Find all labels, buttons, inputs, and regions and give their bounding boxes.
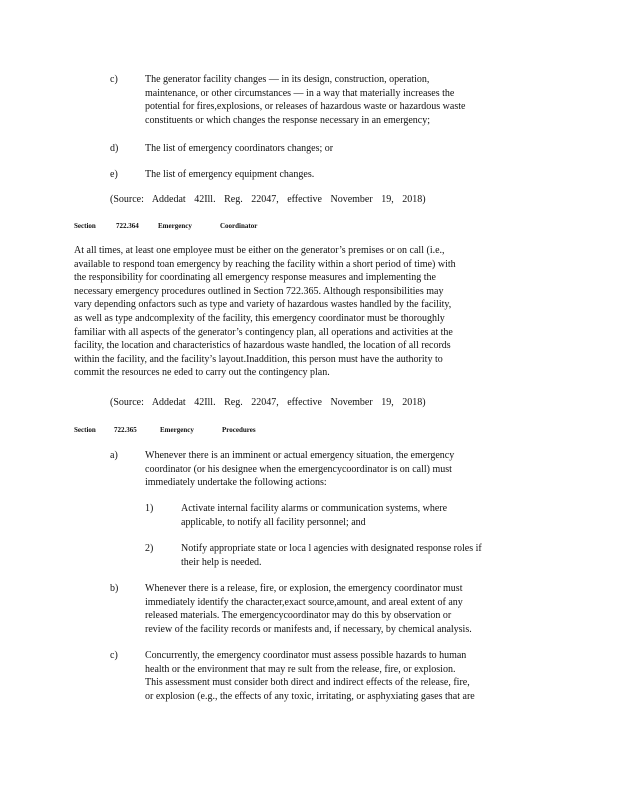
item-label-c: c) — [110, 74, 118, 85]
item-text-d — [145, 142, 525, 156]
text-line: The generator facility changes — in its design, construction, operation, — [145, 74, 430, 85]
text-line: health or the environment that may re sult from the release, fire, or explosion. — [145, 663, 456, 675]
item-text-b — [145, 582, 535, 636]
text-line: familiar with all aspects of the generator’s contingency plan, all operations and activities at the — [74, 326, 453, 338]
item-label-e: e) — [110, 169, 118, 180]
text-line: or explosion (e.g., the effects of any toxic, irritating, or asphyxiating gases that are — [145, 690, 475, 702]
item-label-d: d) — [110, 143, 119, 154]
section-title-word: Procedures — [222, 426, 256, 434]
text-line: Activate internal facility alarms or communication systems, where — [181, 503, 448, 514]
text-line: Concurrently, the emergency coordinator must assess possible hazards to human — [145, 650, 467, 661]
section-title-word: Coordinator — [220, 222, 258, 230]
source-citation-1: (Source: Addedat 42Ill. Reg. 22047, effective November 19, 2018) — [110, 194, 426, 205]
text-line: potential for fires,explosions, or releases of hazardous waste or hazardous waste — [145, 101, 466, 113]
text-line: available to respond toan emergency by reaching the facility within a short period of time) with — [74, 258, 456, 270]
item-label-b: b) — [110, 583, 119, 594]
source-citation-2: (Source: Addedat 42Ill. Reg. 22047, effective November 19, 2018) — [110, 397, 426, 408]
section-word: Section — [74, 426, 96, 434]
text-line: the responsibility for coordinating all emergency response measures and implementing the — [74, 272, 436, 284]
text-line: necessary emergency procedures outlined in Section 722.365. Although responsibilities may — [74, 285, 444, 297]
item-text-e — [145, 168, 525, 182]
text-line: as well as type andcomplexity of the facility, this emergency coordinator must be thoroughly — [74, 312, 445, 324]
text-line: review of the facility records or manifests and, if necessary, by chemical analysis. — [145, 623, 472, 635]
section-word: Section — [74, 222, 96, 230]
subitem-text-1 — [181, 502, 531, 529]
text-line: immediately identify the character,exact source,amount, and areal extent of any — [145, 596, 463, 608]
item-text-c2 — [145, 649, 540, 703]
text-line: constituents or which changes the response necessary in an emergency; — [145, 114, 430, 126]
section-number: 722.365 — [114, 426, 137, 434]
section-title-word: Emergency — [160, 426, 194, 434]
subitem-label-1: 1) — [145, 503, 154, 514]
text-line: At all times, at least one employee must be either on the generator’s premises or on call (i.e., — [74, 245, 445, 256]
section-title-word: Emergency — [158, 222, 192, 230]
text-line: within the facility, and the facility’s layout.Inaddition, this person must have the authority to — [74, 353, 443, 365]
section-number: 722.364 — [116, 222, 139, 230]
text-line: The list of emergency equipment changes. — [145, 169, 315, 180]
item-text-a — [145, 449, 525, 490]
text-line: The list of emergency coordinators changes; or — [145, 143, 334, 154]
item-label-c2: c) — [110, 650, 118, 661]
text-line: maintenance, or other circumstances — in a way that materially increases the — [145, 87, 455, 99]
item-text-c — [145, 73, 525, 127]
item-label-a: a) — [110, 450, 118, 461]
text-line: coordinator (or his designee when the emergencycoordinator is on call) must — [145, 463, 452, 475]
subitem-text-2 — [181, 542, 541, 569]
text-line: Whenever there is a release, fire, or explosion, the emergency coordinator must — [145, 583, 463, 594]
text-line: This assessment must consider both direct and indirect effects of the release, fire, — [145, 677, 470, 689]
text-line: Notify appropriate state or loca l agencies with designated response roles if — [181, 543, 482, 554]
subitem-label-2: 2) — [145, 543, 154, 554]
section-364-paragraph — [74, 244, 530, 380]
text-line: vary depending onfactors such as type and variety of hazardous wastes handled by the facility, — [74, 299, 452, 311]
text-line: their help is needed. — [181, 556, 262, 568]
text-line: immediately undertake the following actions: — [145, 477, 327, 489]
text-line: commit the resources ne eded to carry out the contingency plan. — [74, 367, 330, 379]
text-line: applicable, to notify all facility personnel; and — [181, 516, 366, 528]
text-line: facility, the location and characteristics of hazardous waste handled, the location of all records — [74, 340, 451, 352]
text-line: released materials. The emergencycoordinator may do this by observation or — [145, 610, 452, 622]
text-line: Whenever there is an imminent or actual emergency situation, the emergency — [145, 450, 455, 461]
